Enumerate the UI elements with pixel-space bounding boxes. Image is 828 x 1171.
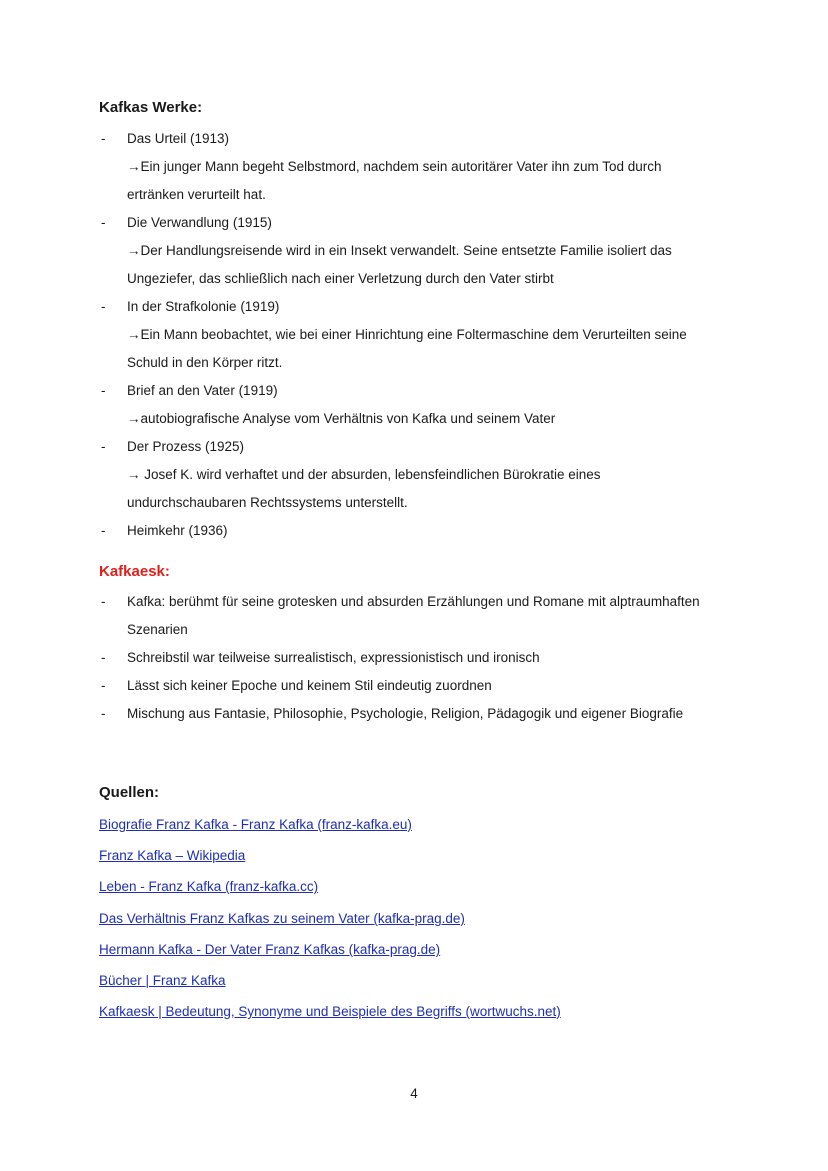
works-item	[0, 129, 828, 149]
works-item	[0, 297, 828, 317]
works-item-label: In der Strafkolonie (1919)	[127, 299, 280, 314]
works-item-description: →Ein Mann beobachtet, wie bei einer Hinrichtung eine Foltermaschine dem Verurteilten seine	[127, 327, 687, 342]
works-item	[0, 521, 828, 541]
kafkaesk-item-continuation: Szenarien	[127, 622, 188, 637]
works-item-label: Das Urteil (1913)	[127, 131, 230, 146]
bullet-dash: -	[101, 678, 106, 693]
works-item-label: Heimkehr (1936)	[127, 523, 228, 538]
works-item-description: ertränken verurteilt hat.	[127, 187, 266, 202]
source-link[interactable]: Leben - Franz Kafka (franz-kafka.cc)	[99, 879, 319, 894]
bullet-dash: -	[101, 706, 106, 721]
kafkaesk-item: - Schreibstil war teilweise surrealistisch, expressionistisch und ironisch	[0, 648, 828, 668]
bullet-dash: -	[101, 215, 106, 230]
bullet-dash: -	[101, 594, 106, 609]
page-number: 4	[410, 1086, 418, 1101]
works-item	[0, 437, 828, 457]
kafkaesk-item: - Mischung aus Fantasie, Philosophie, Psychologie, Religion, Pädagogik und eigener Biografie	[0, 704, 828, 724]
works-item	[0, 381, 828, 401]
works-item	[0, 213, 828, 233]
sources-heading: Quellen:	[99, 784, 160, 801]
source-link[interactable]: Kafkaesk | Bedeutung, Synonyme und Beispiele des Begriffs (wortwuchs.net)	[99, 1004, 561, 1019]
source-link[interactable]: Hermann Kafka - Der Vater Franz Kafkas (kafka-prag.de)	[99, 942, 441, 957]
kafkaesk-item: - Lässt sich keiner Epoche und keinem Stil eindeutig zuordnen	[0, 676, 828, 696]
works-item-description: → Josef K. wird verhaftet und der absurden, lebensfeindlichen Bürokratie eines	[127, 467, 601, 482]
works-item-description: undurchschaubaren Rechtssystems unterstellt.	[127, 495, 408, 510]
works-item-label: Die Verwandlung (1915)	[127, 215, 272, 230]
source-link[interactable]: Bücher | Franz Kafka	[99, 973, 226, 988]
works-item-label: Brief an den Vater (1919)	[127, 383, 278, 398]
works-item-description: Schuld in den Körper ritzt.	[127, 355, 283, 370]
bullet-dash: -	[101, 439, 106, 454]
works-item-description: →Der Handlungsreisende wird in ein Insekt verwandelt. Seine entsetzte Familie isoliert das	[127, 243, 672, 258]
bullet-dash: -	[101, 523, 106, 538]
bullet-dash: -	[101, 650, 106, 665]
bullet-dash: -	[101, 131, 106, 146]
source-link[interactable]: Franz Kafka – Wikipedia	[99, 848, 246, 863]
works-item-description: →autobiografische Analyse vom Verhältnis von Kafka und seinem Vater	[127, 411, 556, 426]
works-item-description: Ungeziefer, das schließlich nach einer Verletzung durch den Vater stirbt	[127, 271, 554, 286]
bullet-dash: -	[101, 383, 106, 398]
source-link[interactable]: Das Verhältnis Franz Kafkas zu seinem Vater (kafka-prag.de)	[99, 911, 465, 926]
kafkaesk-heading: Kafkaesk:	[99, 563, 170, 580]
kafkaesk-item: - Kafka: berühmt für seine grotesken und absurden Erzählungen und Romane mit alptraumhaften	[0, 592, 828, 612]
bullet-dash: -	[101, 299, 106, 314]
works-item-label: Der Prozess (1925)	[127, 439, 245, 454]
works-heading: Kafkas Werke:	[99, 99, 203, 116]
source-link[interactable]: Biografie Franz Kafka - Franz Kafka (franz-kafka.eu)	[99, 817, 412, 832]
works-item-description: →Ein junger Mann begeht Selbstmord, nachdem sein autoritärer Vater ihn zum Tod durch	[127, 159, 662, 174]
